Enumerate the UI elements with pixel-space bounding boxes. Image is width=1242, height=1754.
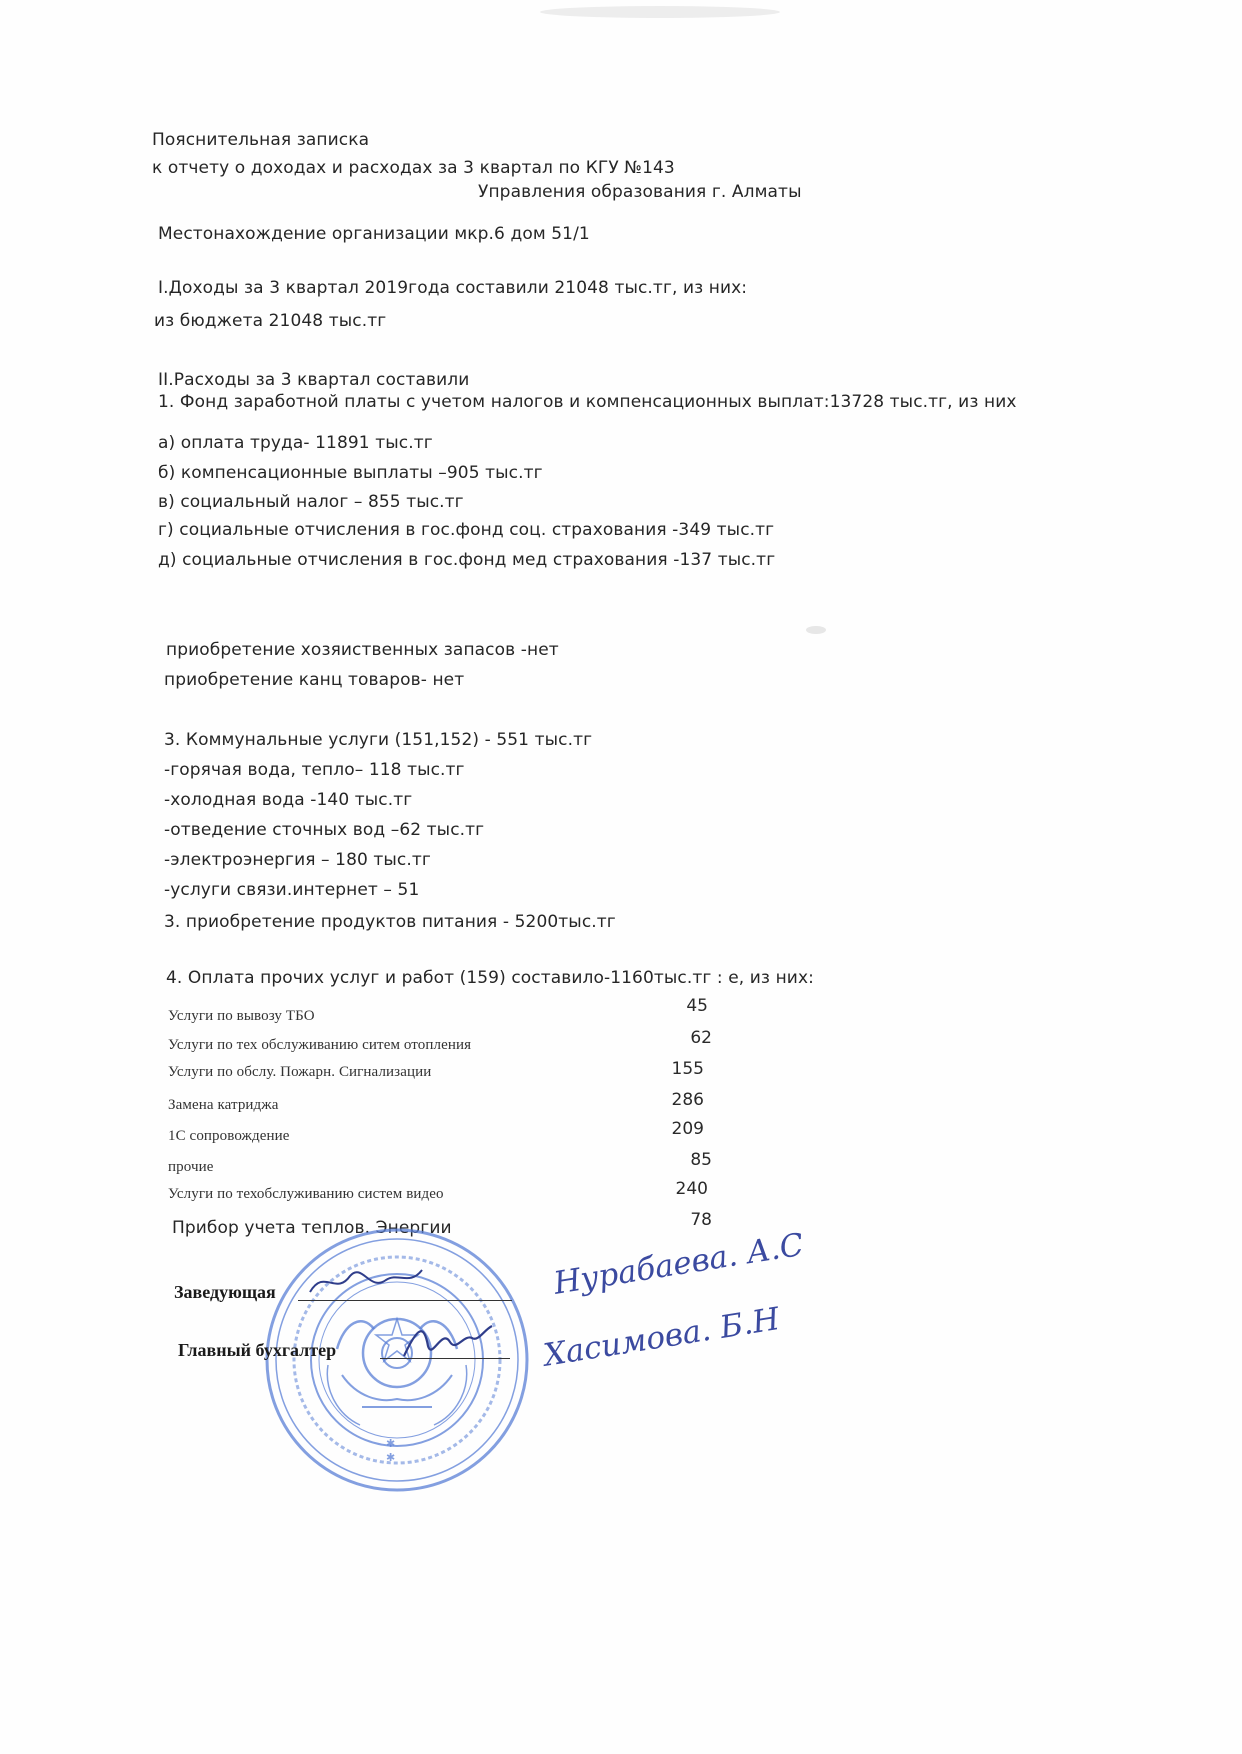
head-signature-label: Заведующая — [174, 1282, 276, 1302]
purchase-stationery: приобретение канц товаров- нет — [164, 670, 465, 690]
accountant-signature-scribble — [398, 1316, 498, 1366]
organization-location: Местонахождение организации мкр.6 дом 51/1 — [158, 224, 590, 244]
expenses-item-b: б) компенсационные выплаты –905 тыс.тг — [158, 463, 543, 483]
expenses-item-a: а) оплата труда- 11891 тыс.тг — [158, 433, 433, 453]
utilities-item: -услуги связи.интернет – 51 — [164, 880, 420, 900]
service-row-label: Прибор учета теплов. Энергии — [172, 1218, 452, 1238]
utilities-item: -отведение сточных вод –62 тыс.тг — [164, 820, 485, 840]
service-row-value: 78 — [690, 1210, 712, 1230]
income-total: I.Доходы за 3 квартал 2019года составили 21048 тыс.тг, из них: — [158, 278, 748, 298]
purchase-household: приобретение хозяиственных запасов -нет — [166, 640, 559, 660]
expenses-item-d: г) социальные отчисления в гос.фонд соц. страхования -349 тыс.тг — [158, 520, 775, 540]
service-row-label: прочие — [168, 1159, 214, 1175]
service-row-label: Услуги по тех обслуживанию ситем отопления — [168, 1037, 472, 1053]
income-budget: из бюджета 21048 тыс.тг — [154, 311, 387, 331]
utilities-item: -горячая вода, тепло– 118 тыс.тг — [164, 760, 465, 780]
service-row-value: 62 — [690, 1028, 712, 1048]
service-row-value: 85 — [690, 1150, 712, 1170]
expenses-payroll: 1. Фонд заработной платы с учетом налогов и компенсационных выплат:13728 тыс.тг, из них — [158, 392, 1017, 412]
organization-name: Управления образования г. Алматы — [478, 182, 802, 202]
accountant-signature-label: Главный бухгалтер — [178, 1340, 337, 1360]
utilities-heading: 3. Коммунальные услуги (151,152) - 551 тыс.тг — [164, 730, 593, 750]
accountant-name-handwritten: Хасимова. Б.Н — [541, 1300, 783, 1374]
head-signature-scribble — [306, 1262, 426, 1302]
service-row-label: Замена катриджа — [168, 1097, 279, 1113]
scan-smudge — [540, 6, 780, 18]
service-row-label: Услуги по вывозу ТБО — [168, 1008, 315, 1024]
food-purchase: 3. приобретение продуктов питания - 5200тыс.тг — [164, 912, 616, 932]
service-row-label: 1С сопровождение — [168, 1128, 290, 1144]
service-row-value: 240 — [675, 1179, 708, 1199]
other-services-heading: 4. Оплата прочих услуг и работ (159) составило-1160тыс.тг : е, из них: — [166, 968, 814, 988]
service-row-value: 155 — [671, 1059, 704, 1079]
expenses-item-e: д) социальные отчисления в гос.фонд мед страхования -137 тыс.тг — [158, 550, 776, 570]
utilities-item: -электроэнергия – 180 тыс.тг — [164, 850, 431, 870]
utilities-item: -холодная вода -140 тыс.тг — [164, 790, 413, 810]
document-subtitle: к отчету о доходах и расходах за 3 квартал по КГУ №143 — [152, 158, 675, 178]
service-row-label: Услуги по техобслуживанию систем видео — [168, 1186, 444, 1202]
service-row-value: 45 — [686, 996, 708, 1016]
service-row-label: Услуги по обслу. Пожарн. Сигнализации — [168, 1064, 432, 1080]
head-name-handwritten: Нурабаева. А.С — [551, 1226, 807, 1302]
scan-smudge — [806, 626, 826, 634]
expenses-heading: II.Расходы за 3 квартал составили — [158, 370, 470, 390]
service-row-value: 209 — [671, 1119, 704, 1139]
svg-text:✱: ✱ — [386, 1437, 396, 1450]
expenses-item-c: в) социальный налог – 855 тыс.тг — [158, 492, 464, 512]
service-row-value: 286 — [671, 1090, 704, 1110]
document-title: Пояснительная записка — [152, 130, 370, 150]
svg-text:✱: ✱ — [386, 1451, 396, 1464]
